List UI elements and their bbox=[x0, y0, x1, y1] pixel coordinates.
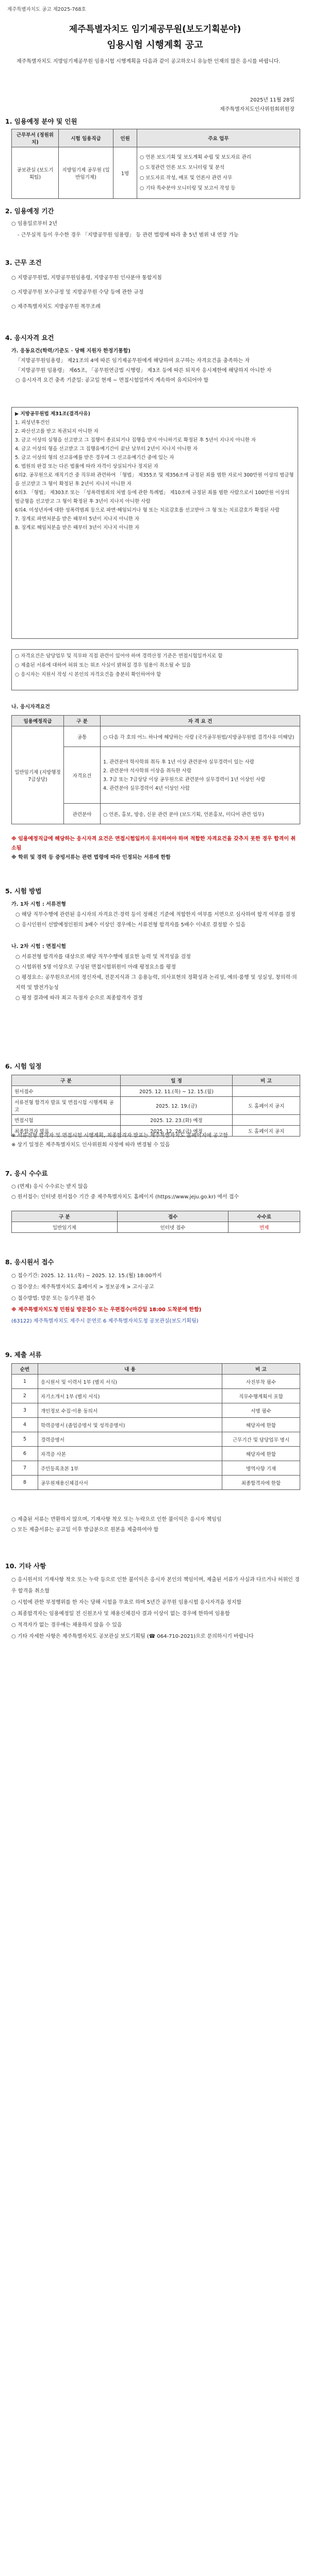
disq-item: 8. 징계로 해임처분을 받은 때부터 3년이 지나지 아니한 자 bbox=[15, 525, 140, 531]
test-line: ○ 평정요소: 공무원으로서의 정신자세, 전문지식과 그 응용능력, 의사표현의 정확성과 논리성, 예의·품행 및 성실성, 창의력·의지력 및 발전가능성 bbox=[15, 975, 297, 991]
duty-item: ○ 기타 특수분야 모니터링 및 보고서 작성 등 bbox=[140, 185, 236, 191]
eligibility-sub-a: 가. 응동요건(학력/기준도 · 당해 지원자 한정기통합) bbox=[11, 348, 130, 354]
req-detail-cell: 1. 관련분야 학사학위 취득 후 1년 이상 관련분야 실무경력이 있는 사람 2. 관련분야 석사학위 이상을 취득한 사람 3. 7급 또는 7급상당 이상 공무원으로 관련분야 실무경력이 1년 이상인 사람 4. 관련분야 실무경력이 4년 이상인 사람 bbox=[101, 747, 300, 804]
eligibility-notes-box bbox=[11, 649, 298, 690]
sched-note: 도 홈페이지 공지 bbox=[233, 1097, 300, 1115]
disq-item: 2. 파산선고를 받고 복권되지 아니한 자 bbox=[15, 429, 99, 434]
condition-line: ○ 제주특별자치도 지방공무원 복무조례 bbox=[11, 304, 101, 310]
th-req-grade: 임용예정직급 bbox=[12, 716, 64, 726]
elig-note: ○ 제출된 서류에 대하여 허위 또는 위조 사실이 밝혀질 경우 임용이 취소될 수 있음 bbox=[15, 663, 191, 668]
section-10-body bbox=[11, 1574, 300, 1642]
section-8-title: 8. 응시원서 접수 bbox=[5, 1258, 54, 1266]
disq-item: 6의2. 공무원으로 재직기간 중 직무와 관련하여 「형법」 제355조 및 제356조에 규정된 죄를 범한 자로서 300만원 이상의 벌금형을 선고받고 그 형이 확정된 후 2년이 지나지 아니한 자 bbox=[15, 472, 294, 487]
elig-note: ○ 자격요건은 담당업무 및 직무와 직접 관련이 있어야 하며 경력산정 기준은 면접시험일까지로 함 bbox=[15, 653, 223, 659]
req-detail-cell: ○ 언론, 홍보, 방송, 신문 관련 분야 (보도기획, 언론홍보, 미디어 관련 업무) bbox=[101, 804, 300, 824]
sched-date: 2025. 12. 26.(금) 예정 bbox=[121, 1126, 233, 1137]
doc-note: 최종합격자에 한함 bbox=[222, 1476, 300, 1490]
th-fee-method: 접수 bbox=[117, 1211, 229, 1222]
apply-line: ○ 접수방법: 방문 또는 등기우편 접수 bbox=[11, 1296, 96, 1301]
doc-content: 학력증명서 (졸업증명서 및 성적증명서) bbox=[38, 1418, 222, 1432]
doc-no: 2 bbox=[12, 1389, 38, 1403]
misc-line: ○ 최종합격자는 임용예정일 전 신원조사 및 채용신체검사 결과 이상이 없는 경우에 한하여 임용함 bbox=[11, 1611, 230, 1617]
issuing-authority: 제주특별자치도인사위원회위원장 bbox=[220, 107, 295, 112]
doc-note: 해당자에 한함 bbox=[222, 1418, 300, 1432]
th-req-type: 구 분 bbox=[64, 716, 101, 726]
section-1-title: 1. 임용예정 분야 및 인원 bbox=[5, 117, 77, 125]
sched-item: 면접시험 bbox=[12, 1115, 121, 1126]
disq-item: 4. 금고 이상의 형을 선고받고 그 집행유예기간이 끝난 날부터 2년이 지나지 아니한 자 bbox=[15, 446, 198, 452]
doc-note: 직무수행계획서 포함 bbox=[222, 1389, 300, 1403]
disq-item: 6. 법원의 판결 또는 다른 법률에 따라 자격이 상실되거나 정지된 자 bbox=[15, 464, 158, 469]
fee-line: ○ 원서접수: 인터넷 원서접수 기간 중 제주특별자치도 홈페이지 (https://www.jeju.go.kr) 에서 접수 bbox=[11, 1194, 239, 1200]
intro-text: 제주특별자치도 지방임기제공무원 임용시험 시행계획을 다음과 같이 공고하오니 유능한 인재의 많은 응시를 바랍니다. bbox=[17, 59, 281, 64]
misc-line: ○ 기타 자세한 사항은 제주특별자치도 공보관실 보도기획팀 (☎ 064-710-2021)으로 문의하시기 바랍니다 bbox=[11, 1634, 254, 1639]
misc-line: ○ 시험에 관한 부정행위를 한 자는 당해 시험을 무효로 하며 5년간 공무원 임용시험 응시자격을 정지함 bbox=[11, 1600, 241, 1605]
th-fee-type: 구 분 bbox=[12, 1211, 118, 1222]
doc-content: 공무원채용신체검사서 bbox=[38, 1476, 222, 1490]
doc-content: 자기소개서 1부 (별지 서식) bbox=[38, 1389, 222, 1403]
test-line: ○ 서류전형 합격자를 대상으로 해당 직무수행에 필요한 능력 및 적격성을 검정 bbox=[15, 954, 191, 960]
section-9-title: 9. 제출 서류 bbox=[5, 1351, 42, 1359]
notice-date: 2025년 11월 28일 bbox=[250, 97, 295, 103]
doc-content: 자격증 사본 bbox=[38, 1447, 222, 1461]
disq-item: 6의4. 미성년자에 대한 성폭력범죄 등으로 파면·해임되거나 형 또는 치료감호를 선고받아 그 형 또는 치료감호가 확정된 사람 bbox=[15, 507, 280, 513]
disq-item: 1. 피성년후견인 bbox=[15, 420, 50, 426]
documents-notes bbox=[11, 1515, 300, 1535]
positions-table bbox=[11, 129, 300, 199]
misc-line: ○ 적격자가 없는 경우에는 채용하지 않을 수 있음 bbox=[11, 1622, 122, 1628]
fee-line: ○ (면제) 응시 수수료는 받지 않음 bbox=[11, 1184, 88, 1190]
doc-no: 8 bbox=[12, 1476, 38, 1490]
test-line: ○ 응시인원이 선발예정인원의 3배수 이상인 경우에는 서류전형 합격자를 5배수 이내로 결정할 수 있음 bbox=[15, 922, 246, 928]
condition-line: ○ 지방공무원 보수규정 및 지방공무원 수당 등에 관한 규정 bbox=[11, 290, 144, 295]
test-line: ○ 평정 결과에 따라 최고 득점자 순으로 최종합격자 결정 bbox=[15, 995, 143, 1001]
apply-red-note: ※ 제주특별자치도청 민원실 방문접수 또는 우편접수(마감일 18:00 도착분에 한함) bbox=[11, 1307, 202, 1313]
doc-content: 응시원서 및 이력서 1부 (별지 서식) bbox=[38, 1375, 222, 1389]
title-block bbox=[0, 22, 310, 51]
th-fee-amount: 수수료 bbox=[229, 1211, 300, 1222]
duty-item: ○ 도정관련 언론 보도 모니터링 및 분석 bbox=[140, 164, 225, 171]
apply-line: ○ 접수장소: 제주특별자치도 홈페이지 > 정보공개 > 고시·공고 bbox=[11, 1284, 154, 1290]
sched-note bbox=[233, 1086, 300, 1097]
doc-no: 4 bbox=[12, 1418, 38, 1432]
doc-note-line: ○ 모든 제출서류는 공고일 이후 발급분으로 원본을 제출하여야 함 bbox=[11, 1527, 159, 1533]
sched-item: 서류전형 합격자 발표 및 면접시험 시행계획 공고 bbox=[12, 1097, 121, 1115]
req-note: ※ 학위 및 경력 등 증빙서류는 관련 법령에 따라 인정되는 서류에 한함 bbox=[11, 855, 171, 860]
fee-amount: 면제 bbox=[229, 1222, 300, 1233]
condition-line: ○ 지방공무원법, 지방공무원임용령, 지방공무원 인사분야 통합지침 bbox=[11, 275, 162, 281]
disqualification-box bbox=[11, 407, 298, 639]
req-detail-cell: ○ 다음 각 호의 어느 하나에 해당하는 사람 (국가공무원법/지방공무원법 결격사유 미해당) bbox=[101, 726, 300, 747]
doc-note: 서명 필수 bbox=[222, 1403, 300, 1418]
req-type-cell: 관련분야 bbox=[64, 804, 101, 824]
duty-item: ○ 보도자료 작성, 배포 및 언론사 관련 사무 bbox=[140, 175, 233, 181]
eligibility-sub-b bbox=[11, 702, 300, 713]
eligibility-sub-b-title: 나. 응시자격요건 bbox=[11, 704, 50, 710]
period-line: - 근무실적 등이 우수한 경우 「지방공무원 임용령」 등 관련 법령에 따라 총 5년 범위 내 연장 가능 bbox=[18, 232, 239, 238]
requirements-notes bbox=[11, 835, 300, 862]
requirements-table bbox=[11, 715, 300, 824]
apply-line: ○ 접수기간: 2025. 12. 11.(목) ~ 2025. 12. 15.(월) 18:00까지 bbox=[11, 1273, 162, 1279]
sched-item: 최종합격자 발표 bbox=[12, 1126, 121, 1137]
sched-note-line: ※ 서류전형 합격자 및 면접시험 시행계획, 최종합격자 발표는 제주특별자치도 홈페이지에 공고함 bbox=[11, 1133, 229, 1139]
sched-note: 도 홈페이지 공지 bbox=[233, 1126, 300, 1137]
cell-grade: 지방임기제 공무원 (일반임기제) bbox=[59, 147, 113, 199]
cell-duties bbox=[137, 147, 300, 199]
eligibility-line: 「지방공무원임용령」 제21조의 4에 따른 임기제공무원에게 해당하여 요구하는 자격요건을 충족하는 자 bbox=[15, 358, 250, 364]
disq-item: 3. 금고 이상의 실형을 선고받고 그 집행이 종료되거나 집행을 받지 아니하기로 확정된 후 5년이 지나지 아니한 자 bbox=[15, 437, 256, 443]
th-dept: 근무부서 (정원위치) bbox=[12, 129, 59, 147]
test-sub-1: 가. 1차 시험 : 서류전형 bbox=[11, 902, 66, 907]
schedule-table bbox=[11, 1075, 300, 1137]
misc-line: ○ 응시원서의 기재사항 착오 또는 누락 등으로 인한 불이익은 응시자 본인의 책임이며, 제출된 서류가 사실과 다르거나 허위인 경우 합격을 취소함 bbox=[11, 1577, 300, 1594]
req-type-cell: 자격요건 bbox=[64, 747, 101, 804]
test-line: ○ 해당 직무수행에 관련된 응시자의 자격요건·경력 등이 정해진 기준에 적합한지 여부를 서면으로 심사하여 합격 여부를 결정 bbox=[15, 912, 296, 918]
req-grade-cell: 일반임기제 (지방행정 7급상당) bbox=[12, 726, 64, 824]
doc-note: 사진부착 필수 bbox=[222, 1375, 300, 1389]
section-2-body bbox=[11, 218, 300, 241]
period-line: ○ 임용일로부터 2년 bbox=[11, 221, 58, 227]
th-req-detail: 자 격 요 건 bbox=[101, 716, 300, 726]
doc-title-2: 임용시험 시행계획 공고 bbox=[107, 40, 203, 50]
disq-item: 5. 금고 이상의 형의 선고유예를 받은 경우에 그 선고유예기간 중에 있는 자 bbox=[15, 455, 174, 461]
disq-item: 7. 징계로 파면처분을 받은 때부터 5년이 지나지 아니한 자 bbox=[15, 516, 140, 522]
doc-content: 개인정보 수집·이용 동의서 bbox=[38, 1403, 222, 1418]
th-doc-note: 비 고 bbox=[222, 1364, 300, 1375]
doc-no: 5 bbox=[12, 1432, 38, 1447]
th-sched-item: 구 분 bbox=[12, 1075, 121, 1086]
test-line: ○ 시험위원 5명 이상으로 구성된 면접시험위원이 아래 평정요소를 평정 bbox=[15, 964, 176, 970]
doc-title-1: 제주특별자치도 임기제공무원(보도기획분야) bbox=[69, 24, 241, 35]
section-4-body bbox=[11, 346, 300, 385]
doc-no: 7 bbox=[12, 1461, 38, 1476]
fee-method: 인터넷 접수 bbox=[117, 1222, 229, 1233]
dateline bbox=[220, 96, 295, 114]
doc-no: 1 bbox=[12, 1375, 38, 1389]
fee-table bbox=[11, 1211, 300, 1233]
eligibility-line: 「지방공무원 임용령」 제65조, 「공무원연금법 시행령」 제3조 등에 따른 퇴직자 응시제한에 해당하지 아니한 자 bbox=[15, 368, 272, 374]
documents-table bbox=[11, 1363, 300, 1490]
section-5-title: 5. 시험 방법 bbox=[5, 887, 42, 895]
th-doc-content: 내 용 bbox=[38, 1364, 222, 1375]
doc-no: 6 bbox=[12, 1447, 38, 1461]
sched-date: 2025. 12. 11.(목) ~ 12. 15.(월) bbox=[121, 1086, 233, 1097]
section-6-title: 6. 시험 일정 bbox=[5, 1062, 42, 1070]
section-8-body bbox=[11, 1270, 300, 1327]
doc-number: 제주특별자치도 공고 제2025-768호 bbox=[7, 7, 86, 12]
disq-item: 6의3. 「형법」 제303조 또는 「성폭력범죄의 처벌 등에 관한 특례법」 제10조에 규정된 죄를 범한 사람으로서 100만원 이상의 벌금형을 선고받고 그 형이 확정된 후 3년이 지나지 아니한 사람 bbox=[15, 490, 290, 504]
cell-count: 1명 bbox=[113, 147, 137, 199]
doc-note: 병역사항 기재 bbox=[222, 1461, 300, 1476]
disqualification-title: ▶ 지방공무원법 제31조(결격사유) bbox=[15, 411, 90, 417]
schedule-notes bbox=[11, 1131, 300, 1150]
cell-dept: 공보관실 (보도기획팀) bbox=[12, 147, 59, 199]
sched-item: 원서접수 bbox=[12, 1086, 121, 1097]
doc-content: 주민등록초본 1부 bbox=[38, 1461, 222, 1476]
section-3-body bbox=[11, 271, 300, 314]
doc-note: 근무기간 및 담당업무 명시 bbox=[222, 1432, 300, 1447]
th-grade: 시험 임용직급 bbox=[59, 129, 113, 147]
section-7-body bbox=[11, 1182, 300, 1202]
duty-item: ○ 언론 보도기획 및 보도계획 수립 및 보도자료 관리 bbox=[140, 154, 251, 160]
section-5-body bbox=[11, 900, 300, 1004]
eligibility-line: ○ 응시자격 요건 충족 기준일: 공고일 현재 ~ 면접시험일까지 계속하여 유지되어야 함 bbox=[15, 378, 209, 383]
section-4-title: 4. 응시자격 요건 bbox=[5, 334, 54, 342]
sched-date: 2025. 12. 23.(화) 예정 bbox=[121, 1115, 233, 1126]
th-duties: 주요 업무 bbox=[137, 129, 300, 147]
elig-note: ○ 응시자는 지원서 작성 시 본인의 자격요건을 충분히 확인하여야 함 bbox=[15, 672, 161, 677]
test-sub-2: 나. 2차 시험 : 면접시험 bbox=[11, 944, 66, 950]
sched-date: 2025. 12. 19.(금) bbox=[121, 1097, 233, 1115]
section-7-title: 7. 응시 수수료 bbox=[5, 1170, 48, 1177]
th-sched-date: 일 정 bbox=[121, 1075, 233, 1086]
th-doc-no: 순번 bbox=[12, 1364, 38, 1375]
fee-type: 일반임기제 bbox=[12, 1222, 118, 1233]
apply-address: (63122) 제주특별자치도 제주시 문연로 6 제주특별자치도청 공보관실(보도기획팀) bbox=[11, 1318, 199, 1324]
section-3-title: 3. 근무 조건 bbox=[5, 259, 42, 266]
doc-note: 해당자에 한함 bbox=[222, 1447, 300, 1461]
th-sched-note: 비 고 bbox=[233, 1075, 300, 1086]
req-type-cell: 공통 bbox=[64, 726, 101, 747]
sched-note bbox=[233, 1115, 300, 1126]
sched-note-line: ※ 상기 일정은 제주특별자치도 인사위원회 사정에 따라 변경될 수 있음 bbox=[11, 1142, 170, 1148]
section-2-title: 2. 임용예정 기간 bbox=[5, 207, 54, 215]
section-10-title: 10. 기타 사항 bbox=[5, 1562, 46, 1570]
req-red-note: ※ 임용예정직급에 해당하는 응시자격 요건은 면접시험일까지 유지하여야 하며 적합한 자격요건을 갖추지 못한 경우 합격이 취소됨 bbox=[11, 836, 296, 851]
doc-note-line: ○ 제출된 서류는 반환하지 않으며, 기재사항 착오 또는 누락으로 인한 불이익은 응시자 책임임 bbox=[11, 1517, 222, 1522]
doc-no: 3 bbox=[12, 1403, 38, 1418]
th-count: 인원 bbox=[113, 129, 137, 147]
doc-content: 경력증명서 bbox=[38, 1432, 222, 1447]
